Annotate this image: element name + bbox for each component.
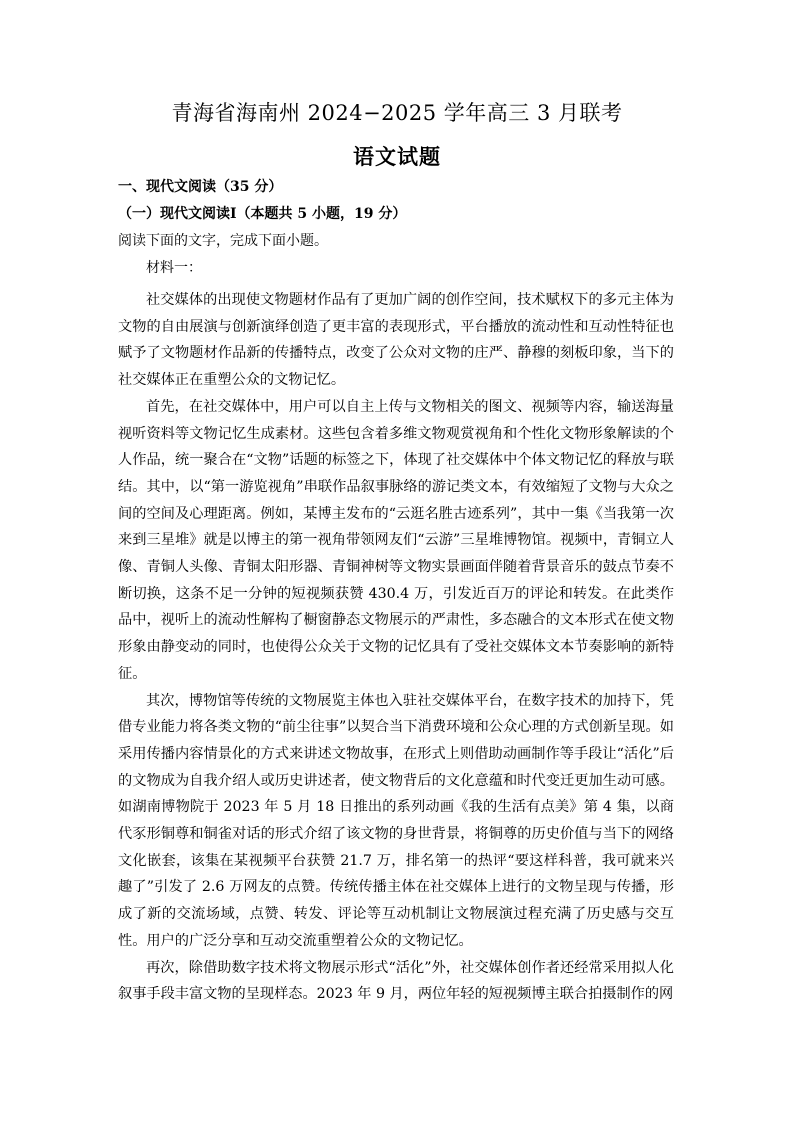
section-heading: 一、现代文阅读（35 分） xyxy=(118,179,283,195)
passage-body xyxy=(118,287,674,1008)
paragraph: 其次，博物馆等传统的文物展览主体也入驻社交媒体平台，在数字技术的加持下，凭借专业能力将各类文物的“前尘往事”以契合当下消费环境和公众心理的方式创新呈现。如采用传播内容情景化的方式来讲述文物故事，在形式上则借助动画制作等手段让“活化”后的文物成为自我介绍人或历史讲述者，使文物背后的文化意蕴和时代变迁更加生动可感。如湖南博物院于 2023 年 5 月 18 日推出的系列动画《我的生活有点美》第 4 集，以商代豕形铜尊和铜雀对话的形式介绍了该文物的身世背景，将铜尊的历史价值与当下的网络文化嵌套，该集在某视频平台获赞 21.7 万，排名第一的热评“要这样科普，我可就来兴趣了”引发了 2.6 万网友的点赞。传统传播主体在社交媒体上进行的文物呈现与传播，形成了新的交流场域，点赞、转发、评论等互动机制让文物展演过程充满了历史感与交互性。用户的广泛分享和互动交流重塑着公众的文物记忆。 xyxy=(118,692,674,949)
instruction-text: 阅读下面的文字，完成下面小题。 xyxy=(118,233,328,249)
paragraph: 社交媒体的出现使文物题材作品有了更加广阔的创作空间，技术赋权下的多元主体为文物的自由展演与创新演绎创造了更丰富的表现形式，平台播放的流动性和互动性特征也赋予了文物题材作品新的传播特点，改变了公众对文物的庄严、静穆的刻板印象，当下的社交媒体正在重塑公众的文物记忆。 xyxy=(118,292,674,389)
material-label: 材料一： xyxy=(146,260,202,276)
paragraph: 再次，除借助数字技术将文物展示形式“活化”外，社交媒体创作者还经常采用拟人化叙事手段丰富文物的呈现样态。2023 年 9 月，两位年轻的短视频博主联合拍摄制作的网 xyxy=(118,959,674,1003)
exam-title: 青海省海南州 2024−2025 学年高三 3 月联考 xyxy=(171,101,623,125)
subsection-heading: （一）现代文阅读Ⅰ（本题共 5 小题，19 分） xyxy=(118,206,407,222)
paragraph: 首先，在社交媒体中，用户可以自主上传与文物相关的图文、视频等内容，输送海量视听资料等文物记忆生成素材。这些包含着多维文物观赏视角和个性化文物形象解读的个人作品，统一聚合在“文物”话题的标签之下，体现了社交媒体中个体文物记忆的释放与联结。其中，以“第一游览视角”串联作品叙事脉络的游记类文本，有效缩短了文物与大众之间的空间及心理距离。例如，某博主发布的“云逛名胜古迹系列”，其中一集《当我第一次来到三星堆》就是以博主的第一视角带领网友们“云游”三星堆博物馆。视频中，青铜立人像、青铜人头像、青铜太阳形器、青铜神树等文物实景画面伴随着背景音乐的鼓点节奏不断切换，这条不足一分钟的短视频获赞 430.4 万，引发近百万的评论和转发。在此类作品中，视听上的流动性解构了橱窗静态文物展示的严肃性，多态融合的文本形式在使文物形象由静变动的同时，也使得公众关于文物的记忆具有了受社交媒体文本节奏影响的新特征。 xyxy=(118,398,674,682)
exam-subtitle: 语文试题 xyxy=(353,144,441,169)
